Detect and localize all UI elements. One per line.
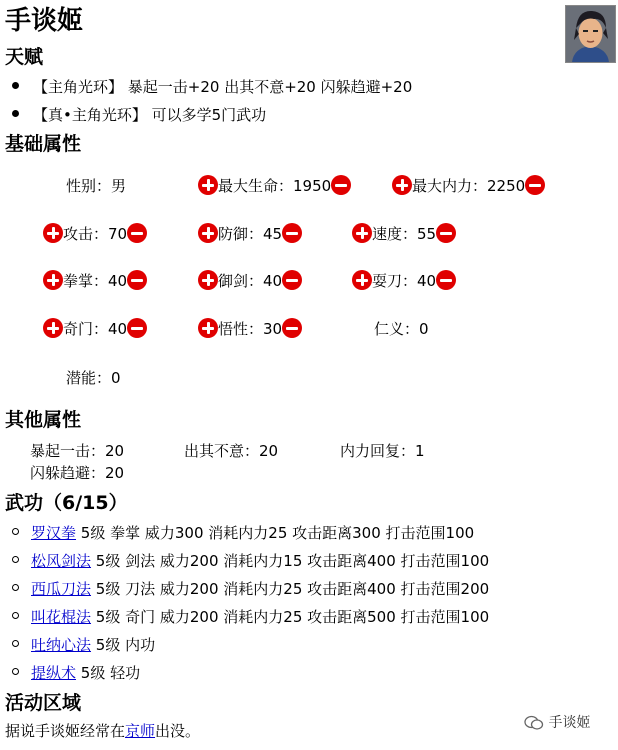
stat-max-mp: 最大内力：2250: [392, 175, 545, 197]
skill-link[interactable]: 松风剑法: [31, 552, 92, 570]
decrease-insight-button[interactable]: [282, 318, 302, 338]
skill-link[interactable]: 吐纳心法: [31, 636, 92, 654]
bullet-icon: [12, 584, 19, 591]
bullet-icon: [12, 668, 19, 675]
decrease-special-button[interactable]: [127, 318, 147, 338]
stat-defense: 防御：45: [198, 223, 302, 245]
avatar-portrait-icon: [566, 6, 615, 62]
decrease-fist-button[interactable]: [127, 270, 147, 290]
increase-sword-button[interactable]: [198, 270, 218, 290]
other-stat-surprise: 出其不意：20: [184, 442, 279, 460]
section-base-stats: 基础属性: [5, 133, 82, 155]
stat-speed: 速度：55: [352, 223, 456, 245]
decrease-speed-button[interactable]: [436, 223, 456, 243]
stat-potential: 潜能：0: [66, 369, 121, 387]
stat-gender: 性别：男: [66, 177, 127, 195]
other-stat-mp-regen: 内力回复：1: [340, 442, 425, 460]
area-link[interactable]: 京师: [125, 722, 156, 740]
decrease-defense-button[interactable]: [282, 223, 302, 243]
bullet-icon: [12, 556, 19, 563]
decrease-sword-button[interactable]: [282, 270, 302, 290]
stat-blade: 耍刀：40: [352, 270, 456, 292]
wechat-icon: [524, 715, 544, 731]
section-area: 活动区域: [5, 692, 82, 714]
other-stat-crit: 暴起一击：20: [30, 442, 125, 460]
bullet-icon: [12, 528, 19, 535]
stat-attack: 攻击：70: [43, 223, 147, 245]
stat-insight: 悟性：30: [198, 318, 302, 340]
increase-insight-button[interactable]: [198, 318, 218, 338]
skill-item: 叫花棍法 5级 奇门 威力200 消耗内力25 攻击距离500 打击范围100: [12, 606, 489, 628]
talent-item: 【真•主角光环】 可以多学5门武功: [12, 104, 266, 126]
skill-item: 松风剑法 5级 剑法 威力200 消耗内力15 攻击距离400 打击范围100: [12, 550, 489, 572]
increase-blade-button[interactable]: [352, 270, 372, 290]
section-talent: 天赋: [5, 46, 44, 68]
increase-special-button[interactable]: [43, 318, 63, 338]
stat-fist: 拳掌：40: [43, 270, 147, 292]
skill-item: 提纵术 5级 轻功: [12, 662, 140, 684]
increase-max-mp-button[interactable]: [392, 175, 412, 195]
bullet-icon: [12, 640, 19, 647]
other-stat-dodge: 闪躲趋避：20: [30, 464, 125, 482]
increase-speed-button[interactable]: [352, 223, 372, 243]
skill-link[interactable]: 提纵术: [31, 664, 77, 682]
bullet-icon: [12, 82, 19, 89]
increase-defense-button[interactable]: [198, 223, 218, 243]
skill-item: 吐纳心法 5级 内功: [12, 634, 155, 656]
skill-link[interactable]: 叫花棍法: [31, 608, 92, 626]
skill-link[interactable]: 罗汉拳: [31, 524, 77, 542]
stat-special: 奇门：40: [43, 318, 147, 340]
decrease-max-hp-button[interactable]: [331, 175, 351, 195]
increase-max-hp-button[interactable]: [198, 175, 218, 195]
character-avatar: [565, 5, 616, 63]
stat-max-hp: 最大生命：1950: [198, 175, 351, 197]
bullet-icon: [12, 110, 19, 117]
skill-link[interactable]: 西瓜刀法: [31, 580, 92, 598]
talent-item: 【主角光环】 暴起一击+20 出其不意+20 闪躲趋避+20: [12, 76, 412, 98]
skill-item: 罗汉拳 5级 拳掌 威力300 消耗内力25 攻击距离300 打击范围100: [12, 522, 474, 544]
decrease-attack-button[interactable]: [127, 223, 147, 243]
increase-fist-button[interactable]: [43, 270, 63, 290]
area-description: 据说手谈姬经常在京师出没。: [5, 722, 201, 740]
skill-item: 西瓜刀法 5级 刀法 威力200 消耗内力25 攻击距离400 打击范围200: [12, 578, 489, 600]
stat-virtue: 仁义：0: [374, 320, 429, 338]
section-other-stats: 其他属性: [5, 409, 82, 431]
section-skills: 武功（6/15）: [5, 492, 128, 514]
character-name: 手谈姬: [5, 6, 84, 36]
bullet-icon: [12, 612, 19, 619]
stat-sword: 御剑：40: [198, 270, 302, 292]
decrease-blade-button[interactable]: [436, 270, 456, 290]
increase-attack-button[interactable]: [43, 223, 63, 243]
watermark: 手谈姬: [524, 712, 590, 732]
decrease-max-mp-button[interactable]: [525, 175, 545, 195]
